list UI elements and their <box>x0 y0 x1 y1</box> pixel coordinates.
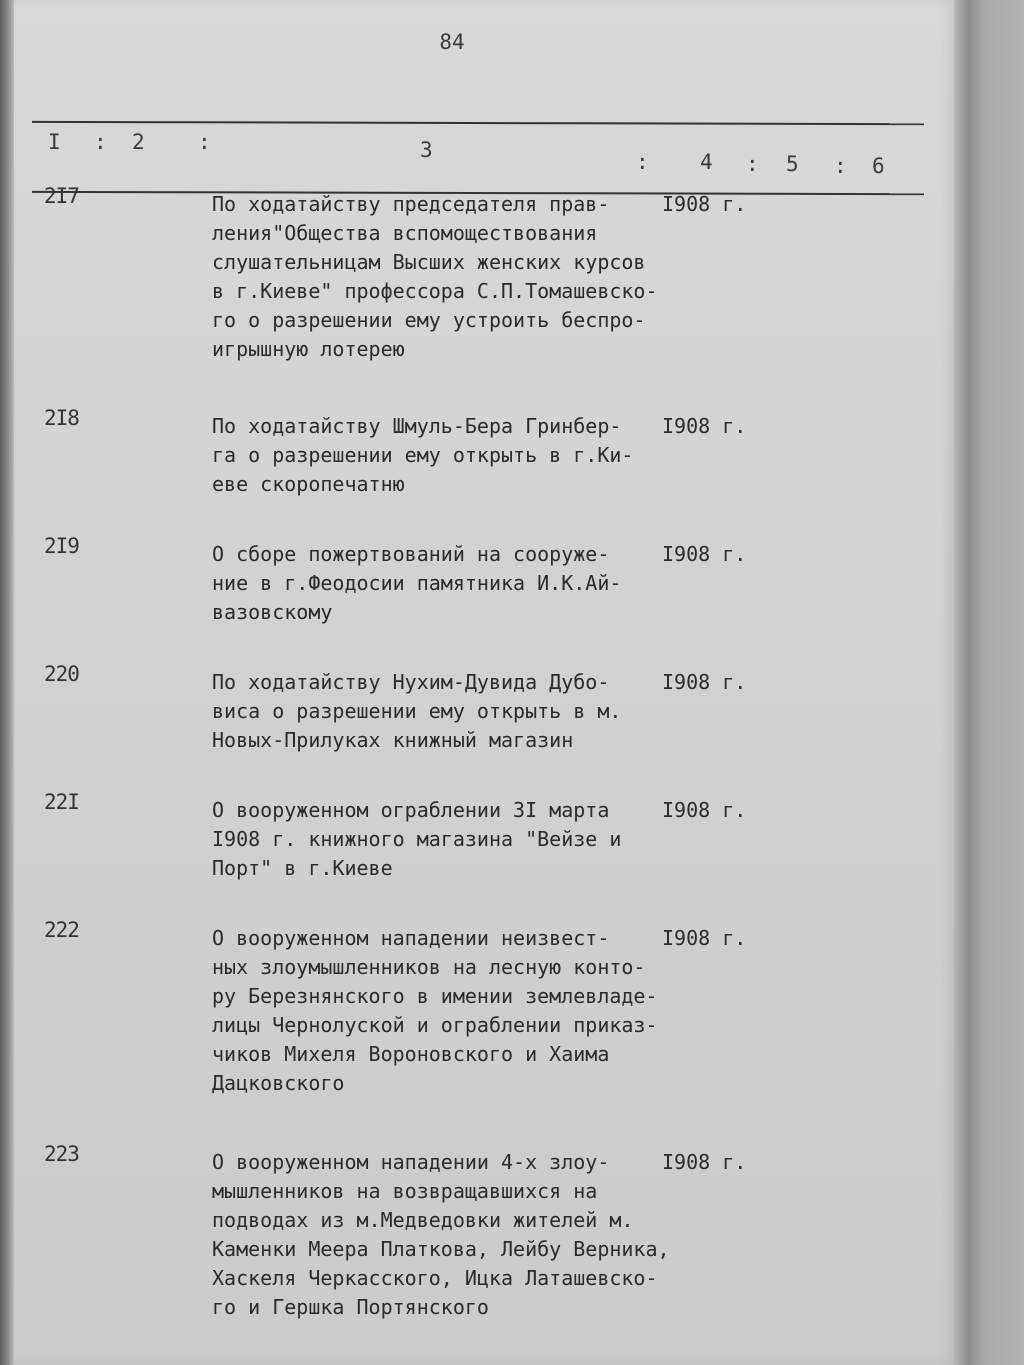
description-line: ления"Общества вспомоществования <box>212 221 598 245</box>
entry-date: I908 г. <box>662 798 747 822</box>
column-header-6: 6 <box>872 154 885 178</box>
header-rule-top <box>32 121 924 125</box>
entry-description <box>212 412 662 499</box>
description-line: га о разрешении ему открыть в г.Ки- <box>212 443 634 467</box>
page-number: 84 <box>439 30 465 54</box>
entry-number: 22I <box>44 790 79 814</box>
description-line: лицы Чернолуской и ограблении приказ- <box>212 1013 658 1037</box>
entry-description <box>212 1148 670 1322</box>
entry-description <box>212 190 662 364</box>
column-separator: : <box>198 130 211 154</box>
description-line: О вооруженном нападении неизвест- <box>212 926 610 950</box>
description-line: ру Березнянского в имении землевладе- <box>212 984 658 1008</box>
description-line: О вооруженном нападении 4-х злоу- <box>212 1150 610 1174</box>
description-line: чиков Михеля Вороновского и Хаима <box>212 1042 610 1066</box>
entry-number: 222 <box>44 918 79 942</box>
column-header-1: I <box>48 130 61 154</box>
description-line: О вооруженном ограблении 3I марта <box>212 798 610 822</box>
column-header-5: 5 <box>786 152 799 176</box>
entry-date: I908 г. <box>662 542 747 566</box>
entry-description <box>212 668 662 755</box>
column-separator: : <box>834 154 847 178</box>
entry-date: I908 г. <box>662 1150 747 1174</box>
description-line: Каменки Меера Платкова, Лейбу Верника, <box>212 1237 670 1261</box>
description-line: еве скоропечатню <box>212 472 405 496</box>
entry-date: I908 г. <box>662 670 747 694</box>
description-line: Порт" в г.Киеве <box>212 856 393 880</box>
description-line: I908 г. книжного магазина "Вейзе и <box>212 827 622 851</box>
entry-date: I908 г. <box>662 926 747 950</box>
description-line: По ходатайству председателя прав- <box>212 192 610 216</box>
entry-number: 223 <box>44 1142 79 1166</box>
entry-date: I908 г. <box>662 192 747 216</box>
column-separator: : <box>636 150 649 174</box>
description-line: слушательницам Высших женских курсов <box>212 250 646 274</box>
description-line: Новых-Прилуках книжный магазин <box>212 728 574 752</box>
description-line: вазовскому <box>212 600 333 624</box>
description-line: Дацковского <box>212 1071 345 1095</box>
entry-description <box>212 924 662 1098</box>
description-line: мышленников на возвращавшихся на <box>212 1179 598 1203</box>
description-line: го и Гершка Портянского <box>212 1295 489 1319</box>
column-header-3: 3 <box>420 138 433 162</box>
description-line: По ходатайству Шмуль-Бера Гринбер- <box>212 414 622 438</box>
description-line: О сборе пожертвований на сооруже- <box>212 542 610 566</box>
description-line: в г.Киеве" профессора С.П.Томашевско- <box>212 279 658 303</box>
description-line: ние в г.Феодосии памятника И.К.Ай- <box>212 571 622 595</box>
description-line: Хаскеля Черкасского, Ицка Латашевско- <box>212 1266 658 1290</box>
entry-number: 2I8 <box>44 406 79 430</box>
column-separator: : <box>94 130 107 154</box>
entry-date: I908 г. <box>662 414 747 438</box>
description-line: игрышную лотерею <box>212 337 405 361</box>
column-separator: : <box>746 152 759 176</box>
description-line: подводах из м.Медведовки жителей м. <box>212 1208 634 1232</box>
column-header-4: 4 <box>700 150 713 174</box>
description-line: го о разрешении ему устроить беспро- <box>212 308 646 332</box>
entry-number: 2I7 <box>44 184 79 208</box>
entry-description <box>212 540 662 627</box>
entry-number: 220 <box>44 662 79 686</box>
column-header-2: 2 <box>132 130 145 154</box>
description-line: ных злоумышленников на лесную конто- <box>212 955 646 979</box>
entry-number: 2I9 <box>44 534 79 558</box>
document-page <box>14 0 954 1365</box>
entry-description <box>212 796 662 883</box>
description-line: По ходатайству Нухим-Дувида Дубо- <box>212 670 610 694</box>
description-line: виса о разрешении ему открыть в м. <box>212 699 622 723</box>
